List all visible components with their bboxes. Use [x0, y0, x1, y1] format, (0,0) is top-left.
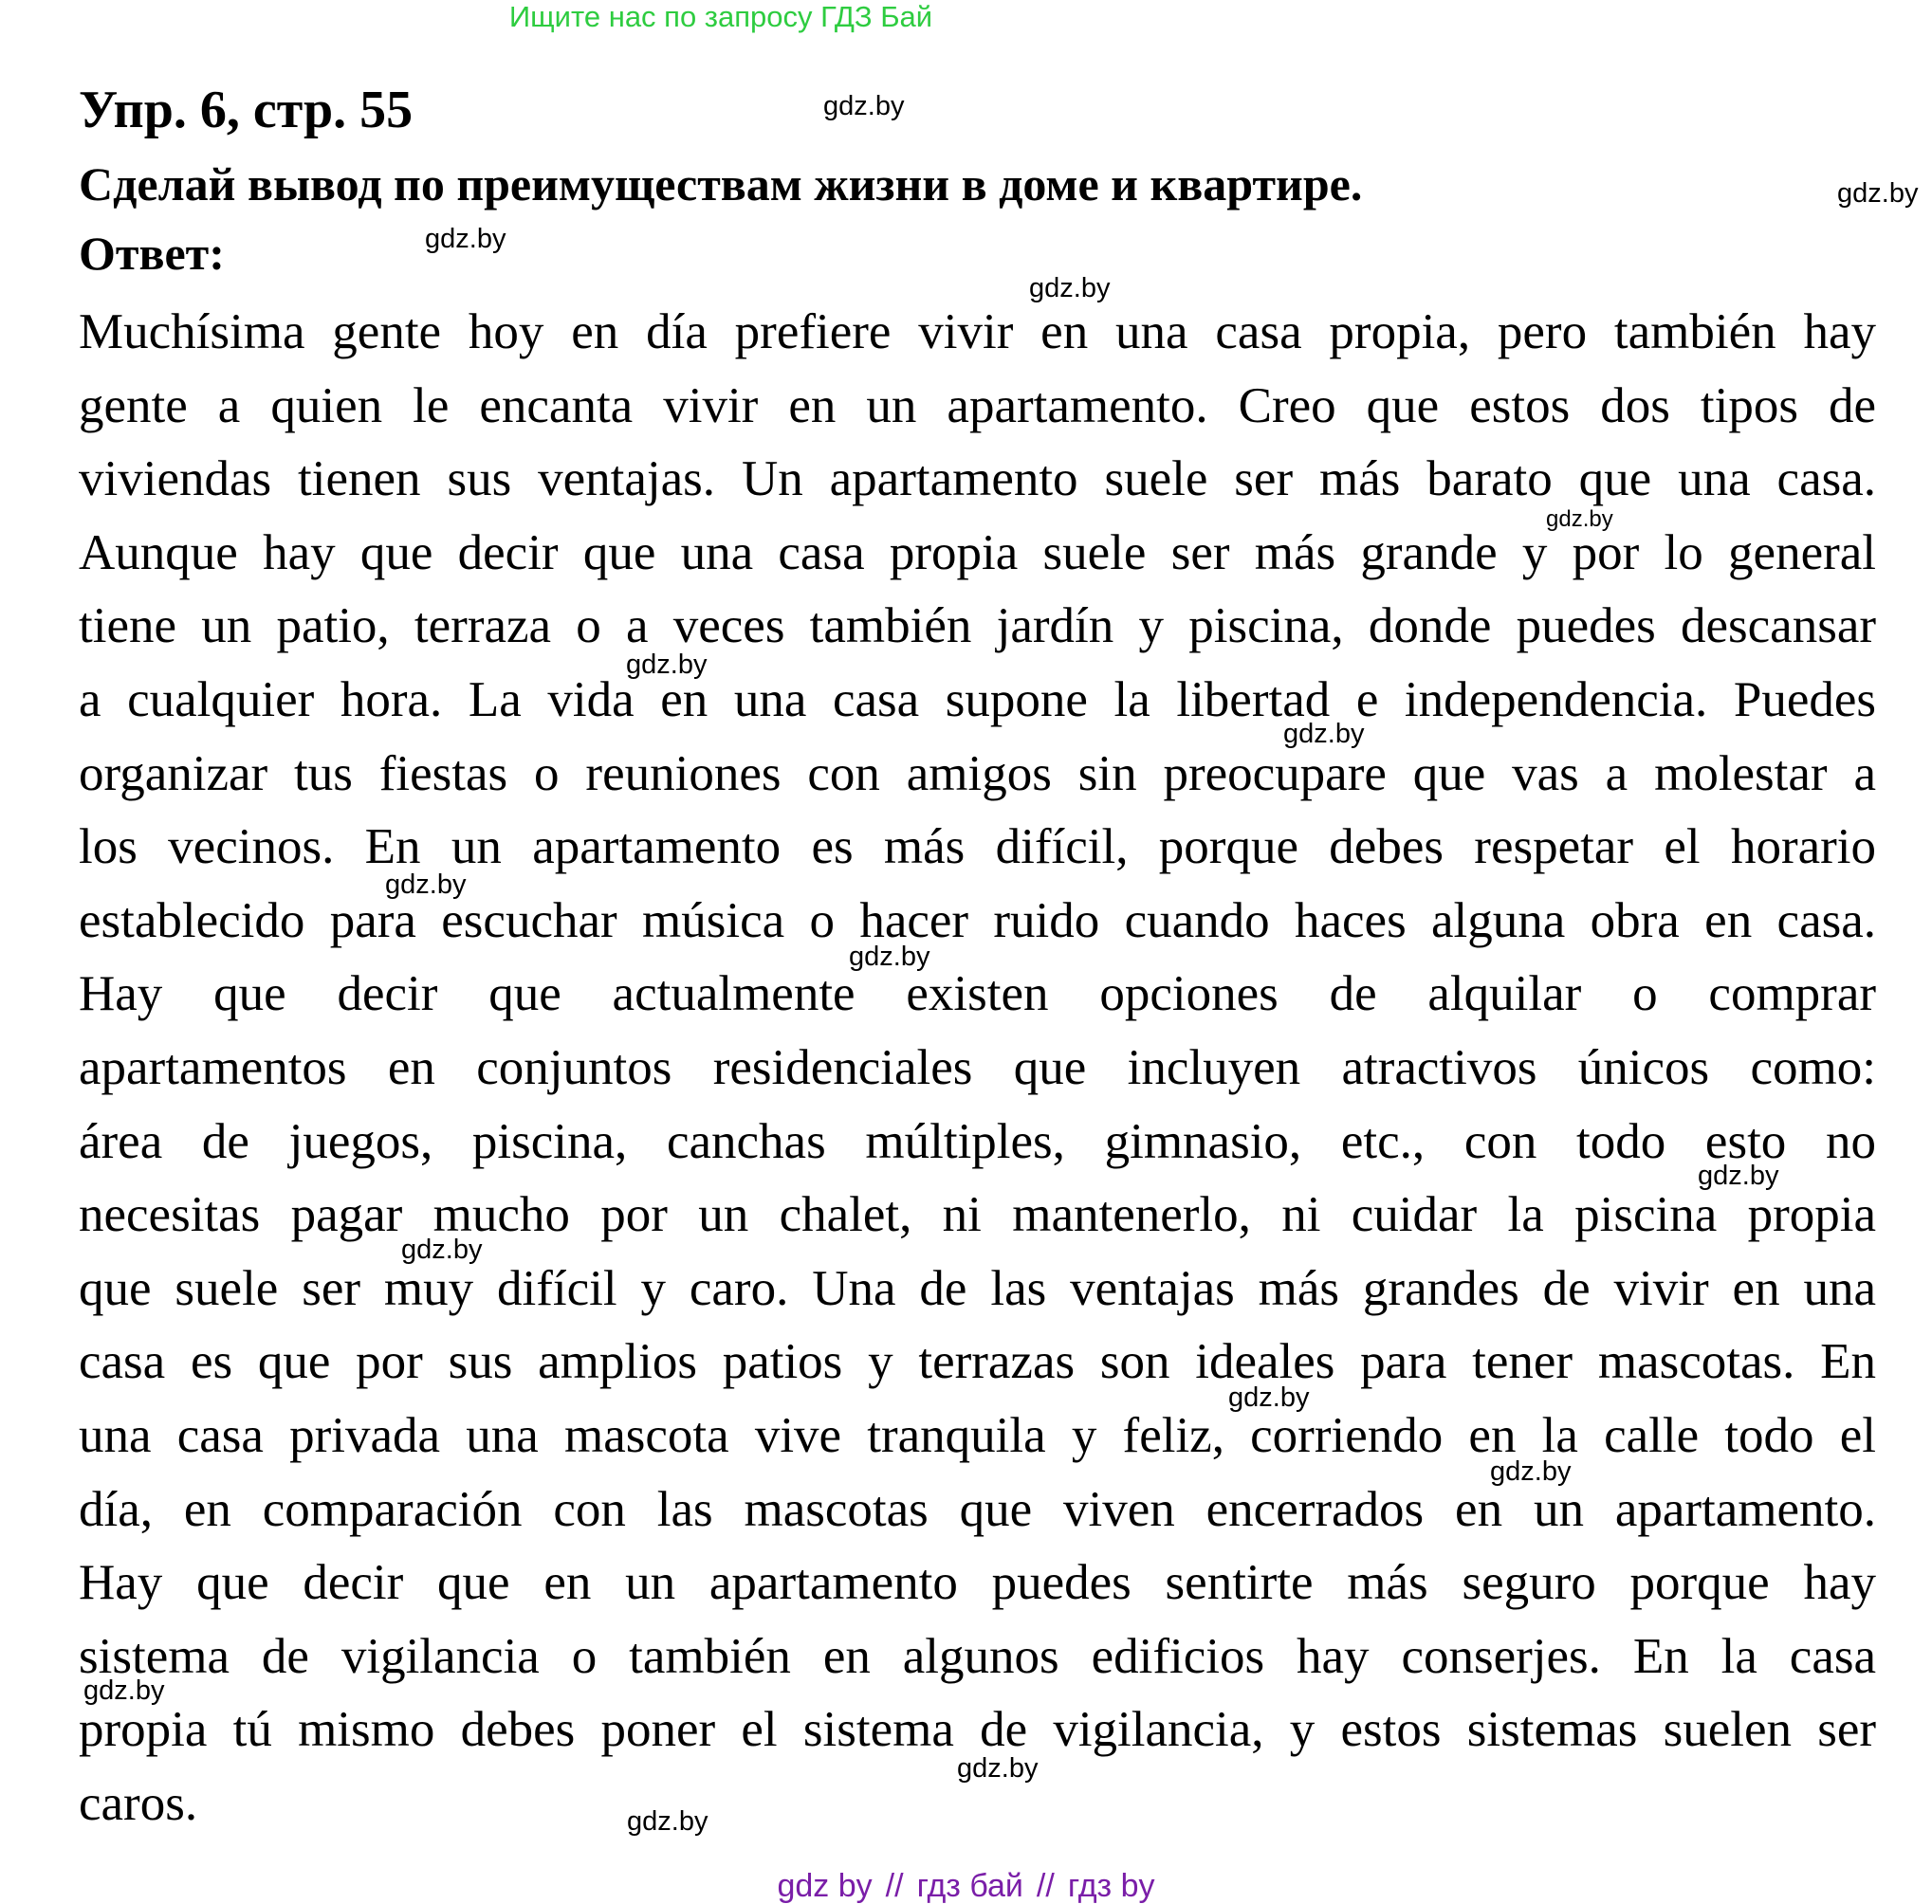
text-line: propia tú mismo debes poner el sistema de vigilancia, y estos sistemas suelen ser: [79, 1702, 1876, 1758]
watermark: gdz.by: [83, 1675, 165, 1706]
text-line: Aunque hay que decir que una casa propia suele ser más grande y por lo general: [79, 524, 1876, 580]
watermark: gdz.by: [401, 1235, 483, 1265]
watermark: gdz.by: [1029, 273, 1111, 303]
text-line: caros.: [79, 1775, 198, 1831]
watermark: gdz.by: [1698, 1161, 1779, 1191]
search-banner: Ищите нас по запросу ГДЗ Бай: [508, 0, 933, 33]
text-line: gente a quien le encanta vivir en un apartamento. Creo que estos dos tipos de: [79, 377, 1876, 433]
footer: [0, 1870, 1932, 1902]
footer-link[interactable]: гдз by: [1067, 1868, 1155, 1904]
footer-separator: //: [885, 1868, 904, 1904]
watermark: gdz.by: [626, 650, 708, 680]
exercise-title: Упр. 6, стр. 55: [79, 81, 414, 139]
text-line: sistema de vigilancia o también en algunos edificios hay conserjes. En la casa: [79, 1628, 1876, 1684]
watermark: gdz.by: [849, 942, 930, 972]
text-line: viviendas tienen sus ventajas. Un apartamento suele ser más barato que una casa.: [79, 451, 1876, 507]
watermark: gdz.by: [1837, 178, 1919, 209]
watermark: gdz.by: [627, 1806, 708, 1837]
watermark: gdz.by: [1228, 1382, 1310, 1413]
text-line: casa es que por sus amplios patios y terrazas son ideales para tener mascotas. En: [79, 1334, 1876, 1390]
text-line: Hay que decir que actualmente existen opciones de alquilar o comprar: [79, 966, 1876, 1022]
text-line: los vecinos. En un apartamento es más difícil, porque debes respetar el horario: [79, 819, 1876, 875]
text-line: apartamentos en conjuntos residenciales que incluyen atractivos únicos como:: [79, 1039, 1876, 1095]
text-line: establecido para escuchar música o hacer ruido cuando haces alguna obra en casa.: [79, 892, 1876, 948]
text-line: tiene un patio, terraza o a veces también jardín y piscina, donde puedes descansar: [79, 598, 1876, 654]
footer-link[interactable]: гдз бай: [916, 1868, 1023, 1904]
watermark: gdz.by: [823, 91, 905, 121]
text-line: a cualquier hora. La vida en una casa supone la libertad e independencia. Puedes: [79, 671, 1876, 727]
footer-link[interactable]: gdz by: [777, 1868, 873, 1904]
watermark: gdz.by: [385, 870, 467, 900]
watermark: gdz.by: [425, 224, 506, 254]
footer-separator: //: [1036, 1868, 1055, 1904]
task-statement: Сделай вывод по преимуществам жизни в доме и квартире.: [79, 157, 1363, 211]
answer-label: Ответ:: [79, 227, 225, 280]
text-line: Muchísima gente hoy en día prefiere vivir en una casa propia, pero también hay: [79, 304, 1876, 359]
watermark: gdz.by: [957, 1753, 1039, 1784]
text-line: necesitas pagar mucho por un chalet, ni mantenerlo, ni cuidar la piscina propia: [79, 1187, 1876, 1243]
text-line: día, en comparación con las mascotas que viven encerrados en un apartamento.: [79, 1481, 1876, 1537]
watermark: gdz.by: [1490, 1456, 1572, 1487]
text-line: una casa privada una mascota vive tranquila y feliz, corriendo en la calle todo el: [79, 1407, 1876, 1463]
text-line: Hay que decir que en un apartamento puedes sentirte más seguro porque hay: [79, 1555, 1876, 1611]
watermark: gdz.by: [1283, 719, 1365, 749]
text-line: que suele ser muy difícil y caro. Una de las ventajas más grandes de vivir en una: [79, 1260, 1876, 1316]
text-line: área de juegos, piscina, canchas múltiples, gimnasio, etc., con todo esto no: [79, 1113, 1876, 1169]
text-line: organizar tus fiestas o reuniones con amigos sin preocupare que vas a molestar a: [79, 745, 1876, 801]
watermark: gdz.by: [1546, 506, 1613, 532]
